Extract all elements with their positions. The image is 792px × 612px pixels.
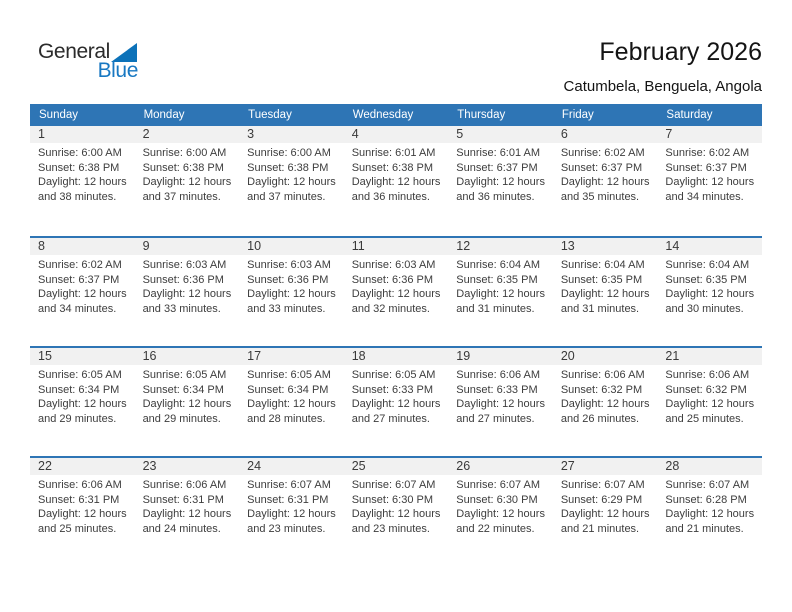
day-daylight2-text: and 21 minutes.: [560, 522, 640, 535]
day-cell: [448, 478, 553, 536]
calendar-grid: [30, 126, 762, 566]
day-daylight1-text: Daylight: 12 hours: [351, 288, 441, 300]
day-sunrise-text: Sunrise: 6:04 AM: [560, 259, 645, 271]
day-daylight1-text: Daylight: 12 hours: [560, 288, 650, 300]
day-daylight1-text: Daylight: 12 hours: [560, 176, 650, 188]
day-daylight2-text: and 37 minutes.: [247, 190, 326, 203]
day-sunset-text: Sunset: 6:33 PM: [351, 383, 434, 396]
week-row: [30, 236, 762, 346]
day-number: 3: [247, 127, 255, 141]
day-daylight2-text: and 27 minutes.: [456, 412, 535, 425]
day-number: 19: [456, 349, 471, 363]
day-daylight2-text: and 30 minutes.: [665, 302, 744, 315]
day-sunset-text: Sunset: 6:38 PM: [142, 161, 224, 174]
day-sunrise-text: Sunrise: 6:07 AM: [456, 479, 541, 491]
day-daylight1-text: Daylight: 12 hours: [351, 176, 441, 188]
day-daylight2-text: and 38 minutes.: [38, 190, 117, 203]
day-daylight1-text: Daylight: 12 hours: [456, 508, 545, 520]
day-cell: [657, 258, 762, 316]
day-sunset-text: Sunset: 6:36 PM: [142, 273, 224, 286]
day-daylight1-text: Daylight: 12 hours: [142, 398, 232, 410]
day-daylight2-text: and 34 minutes.: [38, 302, 117, 315]
day-number: 13: [560, 239, 575, 253]
day-sunrise-text: Sunrise: 6:02 AM: [560, 147, 645, 159]
day-sunrise-text: Sunrise: 6:00 AM: [142, 147, 227, 159]
day-daylight2-text: and 33 minutes.: [142, 302, 221, 315]
day-sunset-text: Sunset: 6:35 PM: [665, 273, 747, 286]
day-daylight2-text: and 28 minutes.: [247, 412, 326, 425]
day-number: 27: [560, 459, 575, 473]
day-daylight1-text: Daylight: 12 hours: [665, 176, 755, 188]
day-number: 16: [142, 349, 157, 363]
day-sunset-text: Sunset: 6:30 PM: [351, 493, 434, 506]
day-cell: [135, 478, 240, 536]
day-sunrise-text: Sunrise: 6:06 AM: [142, 479, 227, 491]
day-number: 5: [456, 127, 464, 141]
day-daylight1-text: Daylight: 12 hours: [456, 398, 545, 410]
day-sunset-text: Sunset: 6:32 PM: [665, 383, 747, 396]
day-daylight1-text: Daylight: 12 hours: [38, 288, 127, 300]
day-daylight2-text: and 22 minutes.: [456, 522, 535, 535]
day-details-strip: [30, 255, 762, 316]
day-cell: [657, 478, 762, 536]
weekday-header-wednesday: Wednesday: [352, 109, 414, 121]
day-details-strip: [30, 143, 762, 204]
day-cell: [553, 368, 658, 426]
day-sunset-text: Sunset: 6:38 PM: [38, 161, 120, 174]
day-daylight1-text: Daylight: 12 hours: [456, 288, 545, 300]
day-sunset-text: Sunset: 6:29 PM: [560, 493, 643, 506]
day-sunrise-text: Sunrise: 6:00 AM: [38, 147, 122, 159]
day-daylight2-text: and 27 minutes.: [351, 412, 430, 425]
day-number-strip: [30, 348, 762, 365]
calendar-table: [30, 104, 762, 566]
day-sunrise-text: Sunrise: 6:05 AM: [247, 369, 331, 381]
day-sunset-text: Sunset: 6:28 PM: [665, 493, 747, 506]
day-sunset-text: Sunset: 6:38 PM: [351, 161, 434, 174]
day-daylight2-text: and 34 minutes.: [665, 190, 744, 203]
day-sunrise-text: Sunrise: 6:06 AM: [560, 369, 645, 381]
day-sunset-text: Sunset: 6:37 PM: [665, 161, 747, 174]
day-sunrise-text: Sunrise: 6:03 AM: [247, 259, 331, 271]
day-sunset-text: Sunset: 6:30 PM: [456, 493, 538, 506]
day-number-strip: [30, 458, 762, 475]
day-sunrise-text: Sunrise: 6:06 AM: [456, 369, 541, 381]
day-sunrise-text: Sunrise: 6:07 AM: [351, 479, 436, 491]
day-daylight1-text: Daylight: 12 hours: [38, 176, 127, 188]
day-number: 15: [38, 349, 52, 363]
day-daylight1-text: Daylight: 12 hours: [247, 508, 336, 520]
day-cell: [657, 368, 762, 426]
day-details-strip: [30, 365, 762, 426]
day-details-strip: [30, 475, 762, 536]
day-cell: [657, 146, 762, 204]
day-number: 14: [665, 239, 680, 253]
day-sunrise-text: Sunrise: 6:07 AM: [247, 479, 331, 491]
day-daylight1-text: Daylight: 12 hours: [247, 176, 336, 188]
day-daylight2-text: and 29 minutes.: [38, 412, 117, 425]
day-sunset-text: Sunset: 6:37 PM: [38, 273, 120, 286]
day-daylight2-text: and 36 minutes.: [351, 190, 430, 203]
day-sunset-text: Sunset: 6:31 PM: [38, 493, 120, 506]
day-cell: [448, 146, 553, 204]
day-sunset-text: Sunset: 6:33 PM: [456, 383, 538, 396]
day-number-strip: [30, 126, 762, 143]
day-cell: [30, 258, 135, 316]
day-cell: [344, 478, 449, 536]
day-number: 20: [560, 349, 575, 363]
day-sunrise-text: Sunrise: 6:05 AM: [351, 369, 436, 381]
day-daylight2-text: and 24 minutes.: [142, 522, 221, 535]
day-daylight2-text: and 31 minutes.: [456, 302, 535, 315]
day-daylight2-text: and 23 minutes.: [247, 522, 326, 535]
day-sunset-text: Sunset: 6:35 PM: [456, 273, 538, 286]
day-sunset-text: Sunset: 6:34 PM: [38, 383, 120, 396]
day-daylight2-text: and 26 minutes.: [560, 412, 640, 425]
day-cell: [553, 146, 658, 204]
day-daylight2-text: and 23 minutes.: [351, 522, 430, 535]
week-row: [30, 456, 762, 566]
day-daylight1-text: Daylight: 12 hours: [665, 398, 755, 410]
day-cell: [135, 368, 240, 426]
day-daylight1-text: Daylight: 12 hours: [560, 508, 650, 520]
day-daylight1-text: Daylight: 12 hours: [247, 398, 336, 410]
day-number: 23: [142, 459, 157, 473]
day-number: 12: [456, 239, 471, 253]
day-sunset-text: Sunset: 6:36 PM: [351, 273, 434, 286]
logo-text-general: General: [38, 40, 110, 63]
week-row: [30, 346, 762, 456]
day-sunset-text: Sunset: 6:34 PM: [247, 383, 329, 396]
day-number: 18: [351, 349, 366, 363]
day-number: 26: [456, 459, 471, 473]
day-number: 25: [351, 459, 366, 473]
day-daylight1-text: Daylight: 12 hours: [351, 398, 441, 410]
day-sunrise-text: Sunrise: 6:06 AM: [665, 369, 750, 381]
day-daylight2-text: and 35 minutes.: [560, 190, 640, 203]
day-sunset-text: Sunset: 6:31 PM: [142, 493, 224, 506]
day-daylight1-text: Daylight: 12 hours: [38, 508, 127, 520]
day-sunrise-text: Sunrise: 6:02 AM: [665, 147, 750, 159]
day-sunset-text: Sunset: 6:35 PM: [560, 273, 643, 286]
day-sunrise-text: Sunrise: 6:01 AM: [351, 147, 436, 159]
day-sunset-text: Sunset: 6:37 PM: [456, 161, 538, 174]
day-sunset-text: Sunset: 6:36 PM: [247, 273, 329, 286]
day-number: 2: [142, 127, 150, 141]
day-daylight2-text: and 36 minutes.: [456, 190, 535, 203]
day-number: 6: [560, 127, 568, 141]
day-daylight1-text: Daylight: 12 hours: [142, 508, 232, 520]
day-number: 10: [247, 239, 262, 253]
day-daylight1-text: Daylight: 12 hours: [142, 288, 232, 300]
day-number: 11: [351, 239, 365, 253]
day-cell: [344, 368, 449, 426]
day-daylight1-text: Daylight: 12 hours: [665, 288, 755, 300]
day-daylight1-text: Daylight: 12 hours: [351, 508, 441, 520]
day-sunrise-text: Sunrise: 6:05 AM: [142, 369, 227, 381]
day-sunrise-text: Sunrise: 6:03 AM: [142, 259, 227, 271]
day-daylight2-text: and 33 minutes.: [247, 302, 326, 315]
day-daylight2-text: and 32 minutes.: [351, 302, 430, 315]
day-number: 1: [38, 127, 45, 141]
day-cell: [553, 478, 658, 536]
day-number: 28: [665, 459, 680, 473]
day-number: 4: [351, 127, 359, 141]
location-subtitle: Catumbela, Benguela, Angola: [563, 78, 762, 95]
day-number: 17: [247, 349, 262, 363]
day-sunset-text: Sunset: 6:38 PM: [247, 161, 329, 174]
day-cell: [30, 478, 135, 536]
day-daylight1-text: Daylight: 12 hours: [142, 176, 232, 188]
day-sunrise-text: Sunrise: 6:01 AM: [456, 147, 541, 159]
day-cell: [135, 146, 240, 204]
day-sunrise-text: Sunrise: 6:04 AM: [665, 259, 750, 271]
day-sunset-text: Sunset: 6:32 PM: [560, 383, 643, 396]
day-sunrise-text: Sunrise: 6:05 AM: [38, 369, 122, 381]
day-number: 22: [38, 459, 52, 473]
day-daylight2-text: and 37 minutes.: [142, 190, 221, 203]
day-sunrise-text: Sunrise: 6:02 AM: [38, 259, 122, 271]
weekday-header-friday: Friday: [561, 109, 594, 121]
day-sunrise-text: Sunrise: 6:00 AM: [247, 147, 331, 159]
day-sunrise-text: Sunrise: 6:06 AM: [38, 479, 122, 491]
day-sunrise-text: Sunrise: 6:04 AM: [456, 259, 541, 271]
day-cell: [30, 368, 135, 426]
general-blue-logo: [38, 40, 138, 83]
day-sunrise-text: Sunrise: 6:03 AM: [351, 259, 436, 271]
day-number: 21: [665, 349, 680, 363]
page-title: February 2026: [599, 38, 762, 66]
day-sunset-text: Sunset: 6:37 PM: [560, 161, 643, 174]
day-daylight1-text: Daylight: 12 hours: [665, 508, 755, 520]
day-daylight2-text: and 25 minutes.: [38, 522, 117, 535]
day-cell: [448, 368, 553, 426]
day-cell: [344, 146, 449, 204]
week-row: [30, 126, 762, 236]
day-number-strip: [30, 238, 762, 255]
day-cell: [239, 368, 344, 426]
day-cell: [239, 258, 344, 316]
day-sunset-text: Sunset: 6:31 PM: [247, 493, 329, 506]
day-cell: [344, 258, 449, 316]
weekday-header-tuesday: Tuesday: [248, 109, 292, 121]
day-daylight2-text: and 29 minutes.: [142, 412, 221, 425]
day-daylight2-text: and 25 minutes.: [665, 412, 744, 425]
day-daylight1-text: Daylight: 12 hours: [38, 398, 127, 410]
weekday-header-sunday: Sunday: [39, 109, 79, 121]
day-cell: [135, 258, 240, 316]
day-number: 24: [247, 459, 262, 473]
day-cell: [30, 146, 135, 204]
title-block: [564, 38, 762, 95]
day-sunset-text: Sunset: 6:34 PM: [142, 383, 224, 396]
day-cell: [239, 146, 344, 204]
day-sunrise-text: Sunrise: 6:07 AM: [560, 479, 645, 491]
day-daylight1-text: Daylight: 12 hours: [560, 398, 650, 410]
day-cell: [553, 258, 658, 316]
day-number: 9: [142, 239, 150, 253]
day-cell: [448, 258, 553, 316]
day-number: 7: [665, 127, 673, 141]
weekday-header-row: [30, 104, 762, 126]
day-daylight1-text: Daylight: 12 hours: [456, 176, 545, 188]
day-sunrise-text: Sunrise: 6:07 AM: [665, 479, 750, 491]
weekday-header-thursday: Thursday: [457, 109, 506, 121]
day-daylight2-text: and 31 minutes.: [560, 302, 640, 315]
weekday-header-saturday: Saturday: [666, 109, 713, 121]
day-daylight1-text: Daylight: 12 hours: [247, 288, 336, 300]
day-daylight2-text: and 21 minutes.: [665, 522, 744, 535]
day-number: 8: [38, 239, 45, 253]
logo-text-blue: Blue: [97, 59, 138, 82]
day-cell: [239, 478, 344, 536]
weekday-header-monday: Monday: [143, 109, 185, 121]
